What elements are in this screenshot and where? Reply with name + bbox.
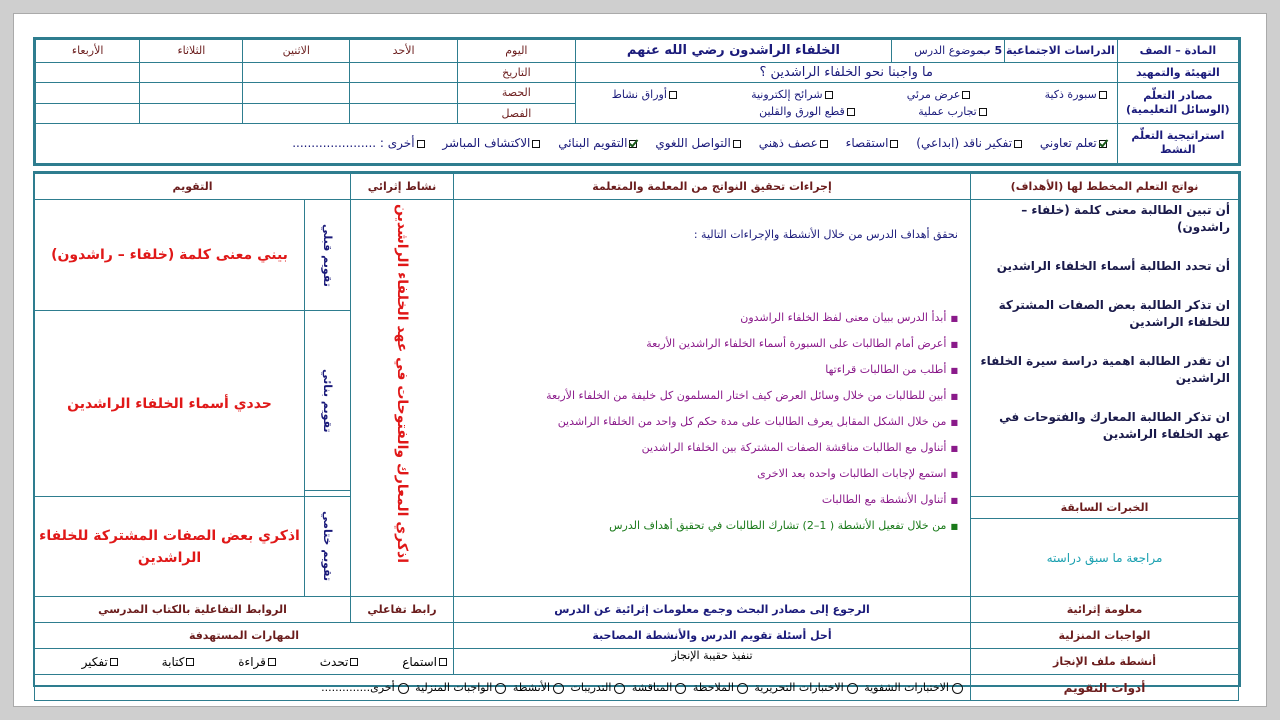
list-item: ■ من خلال الشكل المقابل يعرف الطالبات على مدة حكم كل واحد من الخلفاء الراشدين <box>456 415 958 428</box>
main-table <box>34 173 1239 701</box>
list-item: ■ أبين للطالبات من خلال وسائل العرض كيف اختار المسلمون كل خليفة من الخلفاء الأربعة <box>456 389 958 402</box>
portfolio-label: أنشطة ملف الإنجاز <box>971 649 1239 675</box>
goals-cell <box>971 200 1239 497</box>
class-cell-3[interactable] <box>140 103 243 123</box>
period-label: الحصة <box>458 83 576 103</box>
procedures-cell <box>454 200 971 597</box>
topic-label: موضوع الدرس <box>892 40 1005 63</box>
strategy-cooperative[interactable]: تعلم تعاوني <box>1040 136 1107 150</box>
prior-label: الخبرات السابقة <box>971 497 1239 519</box>
goal-item: ان تذكر الطالبة بعض الصفات المشتركة للخلفاء الراشدين <box>998 298 1230 329</box>
strategy-critical-thinking[interactable]: تفكير ناقد (ابداعي) <box>916 136 1022 150</box>
intro-value: ما واجبنا نحو الخلفاء الراشدين ؟ <box>575 62 1117 82</box>
skills-cell <box>35 649 454 675</box>
date-cell-2[interactable] <box>243 62 350 82</box>
list-item: ■ أطلب من الطالبات قراءتها <box>456 363 958 376</box>
date-label: التاريخ <box>458 62 576 82</box>
interactive-label: رابط تفاعلي <box>351 597 454 623</box>
strategies-label: استراتيجية التعلّم النشط <box>1117 123 1238 163</box>
topic-value: الخلفاء الراشدون رضي الله عنهم <box>575 40 892 63</box>
tools-label: أدوات التقويم <box>971 675 1239 701</box>
class-cell-4[interactable] <box>36 103 140 123</box>
date-cell-3[interactable] <box>140 62 243 82</box>
eval-item-final: اذكري بعض الصفات المشتركة للخلفاء الراشدين <box>35 497 305 597</box>
tool-homework[interactable]: الواجبات المنزلية <box>415 681 509 694</box>
goal-item: أن تحدد الطالبة أسماء الخلفاء الراشدين <box>996 259 1230 273</box>
resource-worksheets[interactable]: أوراق نشاط <box>612 88 677 101</box>
subject-value: الدراسات الاجتماعية 5 ب <box>1004 40 1117 63</box>
col-outcomes-header: نواتج التعلم المخطط لها (الأهداف) <box>971 174 1239 200</box>
date-cell-4[interactable] <box>36 62 140 82</box>
skill-listening[interactable]: استماع <box>402 655 447 669</box>
skills-label: المهارات المستهدفة <box>35 623 454 649</box>
procedures-list <box>456 311 958 532</box>
goal-item: أن تبين الطالبة معنى كلمة (خلفاء – راشدون) <box>1021 203 1230 234</box>
strategies-cell <box>36 123 1118 163</box>
homework-value: أحل أسئلة تقويم الدرس والأنشطة المصاحبة <box>454 623 971 649</box>
tool-activities[interactable]: الأنشطة <box>513 681 567 694</box>
list-item: ■ أتناول مع الطالبات مناقشة الصفات المشتركة بين الخلفاء الراشدين <box>456 441 958 454</box>
strategy-formative[interactable]: التقويم البنائي <box>558 136 637 150</box>
skill-reading[interactable]: قراءة <box>238 655 276 669</box>
list-item: ■ استمع لإجابات الطالبات واحده بعد الاخرى <box>456 467 958 480</box>
enrich-info-label: معلومة إثرائية <box>971 597 1239 623</box>
tool-observation[interactable]: الملاحظة <box>693 681 751 694</box>
skill-speaking[interactable]: تحدث <box>320 655 359 669</box>
period-cell-4[interactable] <box>36 83 140 103</box>
eval-type-formative: تقويم بنائي <box>305 311 351 491</box>
goal-item: ان تقدر الطالبة اهمية دراسة سيرة الخلفاء الراشدين <box>980 354 1230 385</box>
tools-cell <box>35 675 971 701</box>
tool-other[interactable]: أخرى.............. <box>321 681 412 694</box>
resource-experiments[interactable]: تجارب عملية <box>918 105 986 118</box>
resource-smart-board[interactable]: سبورة ذكية <box>1045 88 1107 101</box>
day-col-1: الأحد <box>350 40 458 63</box>
resources-label: مصادر التعلّم (الوسائل التعليمية) <box>1117 83 1238 124</box>
eval-item-formative: حددي أسماء الخلفاء الراشدين <box>35 311 305 497</box>
eval-type-pre: تقويم قبلي <box>305 200 351 311</box>
col-enrich-header: نشاط إثرائي <box>351 174 454 200</box>
date-cell-1[interactable] <box>350 62 458 82</box>
day-col-2: الاثنين <box>243 40 350 63</box>
strategy-other[interactable]: أخرى : ...................... <box>292 136 424 150</box>
resource-slides[interactable]: شرائح إلكترونية <box>751 88 832 101</box>
main-block <box>33 171 1241 695</box>
day-col-3: الثلاثاء <box>140 40 243 63</box>
interactive-value[interactable]: الروابط التفاعلية بالكتاب المدرسي <box>35 597 351 623</box>
tool-oral[interactable]: الاختبارات الشفوية <box>864 681 966 694</box>
resource-paper-pens[interactable]: قطع الورق والقلين <box>759 105 855 118</box>
goal-item: ان تذكر الطالبة المعارك والفتوحات في عهد الخلفاء الراشدين <box>999 410 1230 441</box>
skill-thinking[interactable]: تفكير <box>82 655 118 669</box>
lesson-plan-sheet <box>33 37 1241 695</box>
intro-label: التهيئة والتمهيد <box>1117 62 1238 82</box>
period-cell-1[interactable] <box>350 83 458 103</box>
period-cell-3[interactable] <box>140 83 243 103</box>
list-item: ■ أعرض أمام الطالبات على السبورة أسماء الخلفاء الراشدين الأربعة <box>456 337 958 350</box>
day-col-4: الأربعاء <box>36 40 140 63</box>
strategy-language[interactable]: التواصل اللغوي <box>655 136 741 150</box>
enrich-text: اذكري المعارك والفتوحات في عهد الخلفاء الراشدين <box>394 204 410 563</box>
strategy-discovery[interactable]: الاكتشاف المباشر <box>442 136 540 150</box>
col-procedures-header: إجراءات تحقيق النواتج من المعلمة والمتعلمة <box>454 174 971 200</box>
resource-visual-display[interactable]: عرض مرئي <box>907 88 971 101</box>
prior-value: مراجعة ما سبق دراسته <box>971 519 1239 597</box>
list-item: ■ أبدأ الدرس ببيان معنى لفظ الخلفاء الراشدون <box>456 311 958 324</box>
strategy-inquiry[interactable]: استقصاء <box>846 136 899 150</box>
tool-discussion[interactable]: المناقشة <box>632 681 689 694</box>
list-item: ■ أتناول الأنشطة مع الطالبات <box>456 493 958 506</box>
strategy-brainstorm[interactable]: عصف ذهني <box>759 136 828 150</box>
procedures-intro: نحقق أهداف الدرس من خلال الأنشطة والإجراءات التالية : <box>693 228 958 241</box>
skill-writing[interactable]: كتابة <box>162 655 195 669</box>
tool-written[interactable]: الاختبارات التحريرية <box>754 681 860 694</box>
enrich-cell <box>351 200 454 597</box>
class-cell-2[interactable] <box>243 103 350 123</box>
eval-type-final: تقويم ختامي <box>305 497 351 597</box>
enrich-info-value: الرجوع إلى مصادر البحث وجمع معلومات إثرائية عن الدرس <box>454 597 971 623</box>
header-block <box>33 37 1241 166</box>
class-label: الفصل <box>458 103 576 123</box>
class-cell-1[interactable] <box>350 103 458 123</box>
col-eval-header: التقويم <box>35 174 351 200</box>
eval-item-pre: بيني معنى كلمة (خلفاء – راشدون) <box>35 200 305 311</box>
header-table <box>35 39 1239 164</box>
homework-label: الواجبات المنزلية <box>971 623 1239 649</box>
period-cell-2[interactable] <box>243 83 350 103</box>
resources-cell <box>575 83 1117 124</box>
day-label: اليوم <box>458 40 576 63</box>
subject-label: المادة – الصف <box>1117 40 1238 63</box>
tool-exercises[interactable]: التدريبات <box>571 681 629 694</box>
list-item: ■ من خلال تفعيل الأنشطة ( 1–2) تشارك الطالبات في تحقيق أهداف الدرس <box>456 519 958 532</box>
portfolio-value: تنفيذ حقيبة الإنجاز <box>454 649 971 675</box>
